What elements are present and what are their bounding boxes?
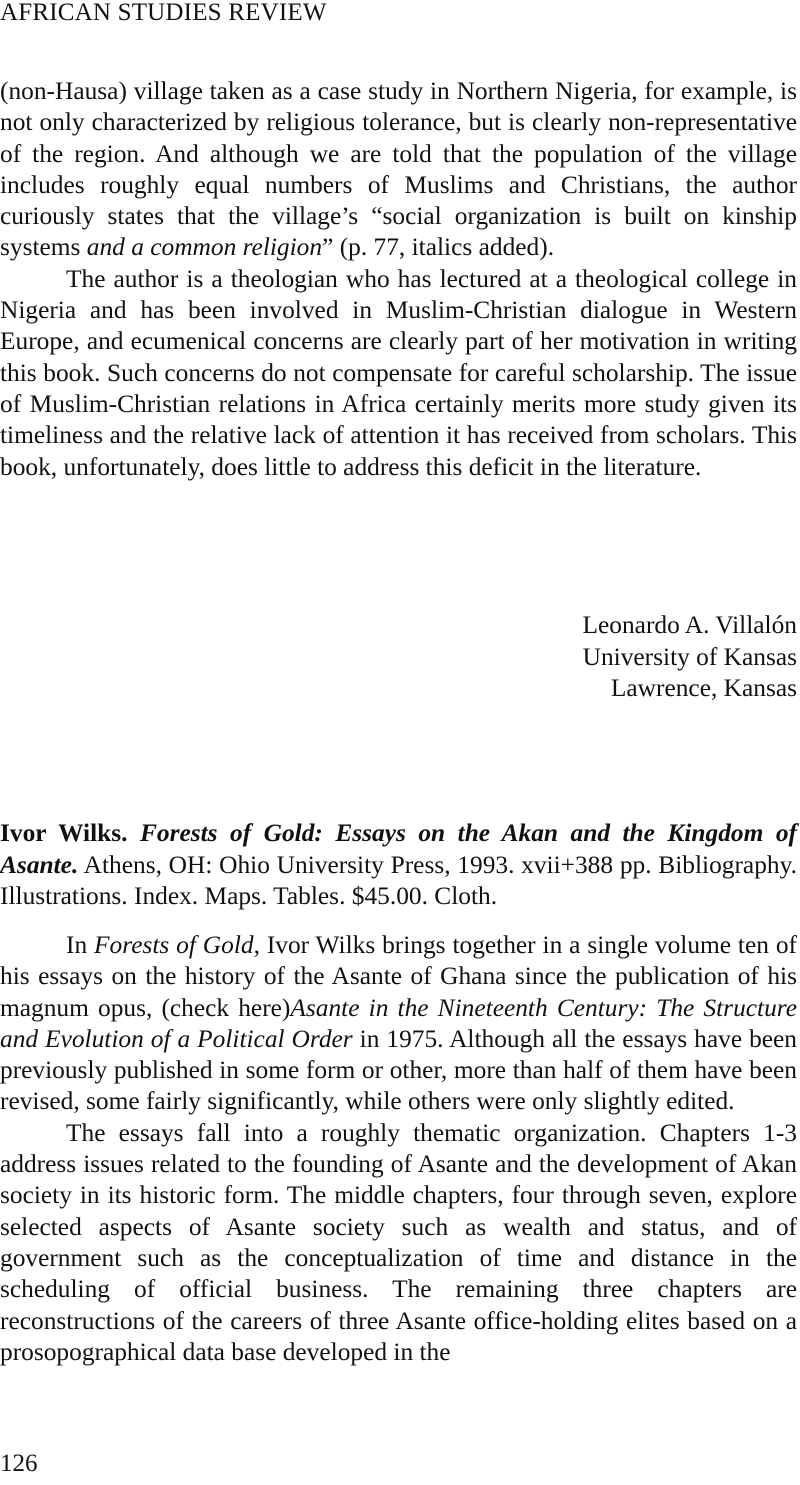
text-run: In [66, 931, 95, 959]
italic-text: and a common religion [86, 233, 323, 262]
reviewer-name: Leonardo A. Villalón [582, 611, 797, 639]
review-body [0, 930, 797, 1368]
book-title-end: . [71, 850, 79, 879]
italic-text: Forests of Gold, [94, 931, 260, 959]
text-run: The essays fall into a roughly thematic organization. Chapters 1-3 address issues related to the founding of Asante and the development of Akan society in its historic form. The middle chapters, four through seven, explore selected aspects of Asante society such as wealth and status, and of government such as the conceptualization of time and distance in the scheduling of official business. The remaining three chapters are reconstructions of the careers of three Asante office-holding elites based on a prosopographical data base developed in the [0, 1118, 797, 1366]
book-details: Athens, OH: Ohio University Press, 1993. xvii+388 pp. Bibliography. Illustrations. Index. Maps. Tables. $45.00. Cloth. [0, 850, 797, 910]
text-run: The author is a theologian who has lectured at a theological college in Nigeria and has been involved in Muslim-Christian dialogue in Western Europe, and ecumenical concerns are clearly part of her motivation in writing this book. Such concerns do not compensate for careful scholarship. The issue of Muslim-Christian relations in Africa certainly merits more study given its timeliness and the relative lack of attention it has received from scholars. This book, unfortunately, does little to address this deficit in the literature. [0, 264, 797, 481]
review-body-continued [0, 76, 797, 483]
text-run: Ivor Wilks brings together in a single volume ten of his essays on the history of the Asante of Ghana since the publication of his magnum opus, (check here) [0, 931, 797, 1022]
page-number: 126 [0, 1450, 38, 1477]
reviewer-signature [397, 610, 797, 705]
paragraph [0, 1118, 797, 1368]
reviewer-institution: University of Kansas [582, 642, 797, 671]
paragraph [0, 264, 797, 483]
text-run: ” (p. 77, italics added). [322, 233, 555, 262]
reviewer-location: Lawrence, Kansas [610, 674, 797, 702]
text-run: in 1975. Although all the essays have been previously published in some form or other, more than half of them have been revised, some fairly significantly, while others were only slightly edited. [0, 1024, 797, 1116]
text-run: (non-Hausa) village taken as a case study in Northern Nigeria, for example, is not only characterized by religious tolerance, but is clearly non-representative of the region. And although we are told that the population of the village includes roughly equal numbers of Muslims and Christians, the author curiously states that the village’s “social organization is built on kinship systems [0, 77, 797, 262]
book-author: Ivor Wilks. [0, 819, 128, 847]
book-title: Forests of Gold: Essays on the Akan and the Kingdom of Asante [0, 819, 797, 879]
running-head: AFRICAN STUDIES REVIEW [0, 0, 327, 26]
paragraph [0, 930, 797, 1118]
book-citation [0, 818, 797, 913]
italic-text: Asante in the Nineteenth Century: The Structure and Evolution of a Political Order [0, 993, 797, 1053]
paragraph [0, 76, 797, 264]
